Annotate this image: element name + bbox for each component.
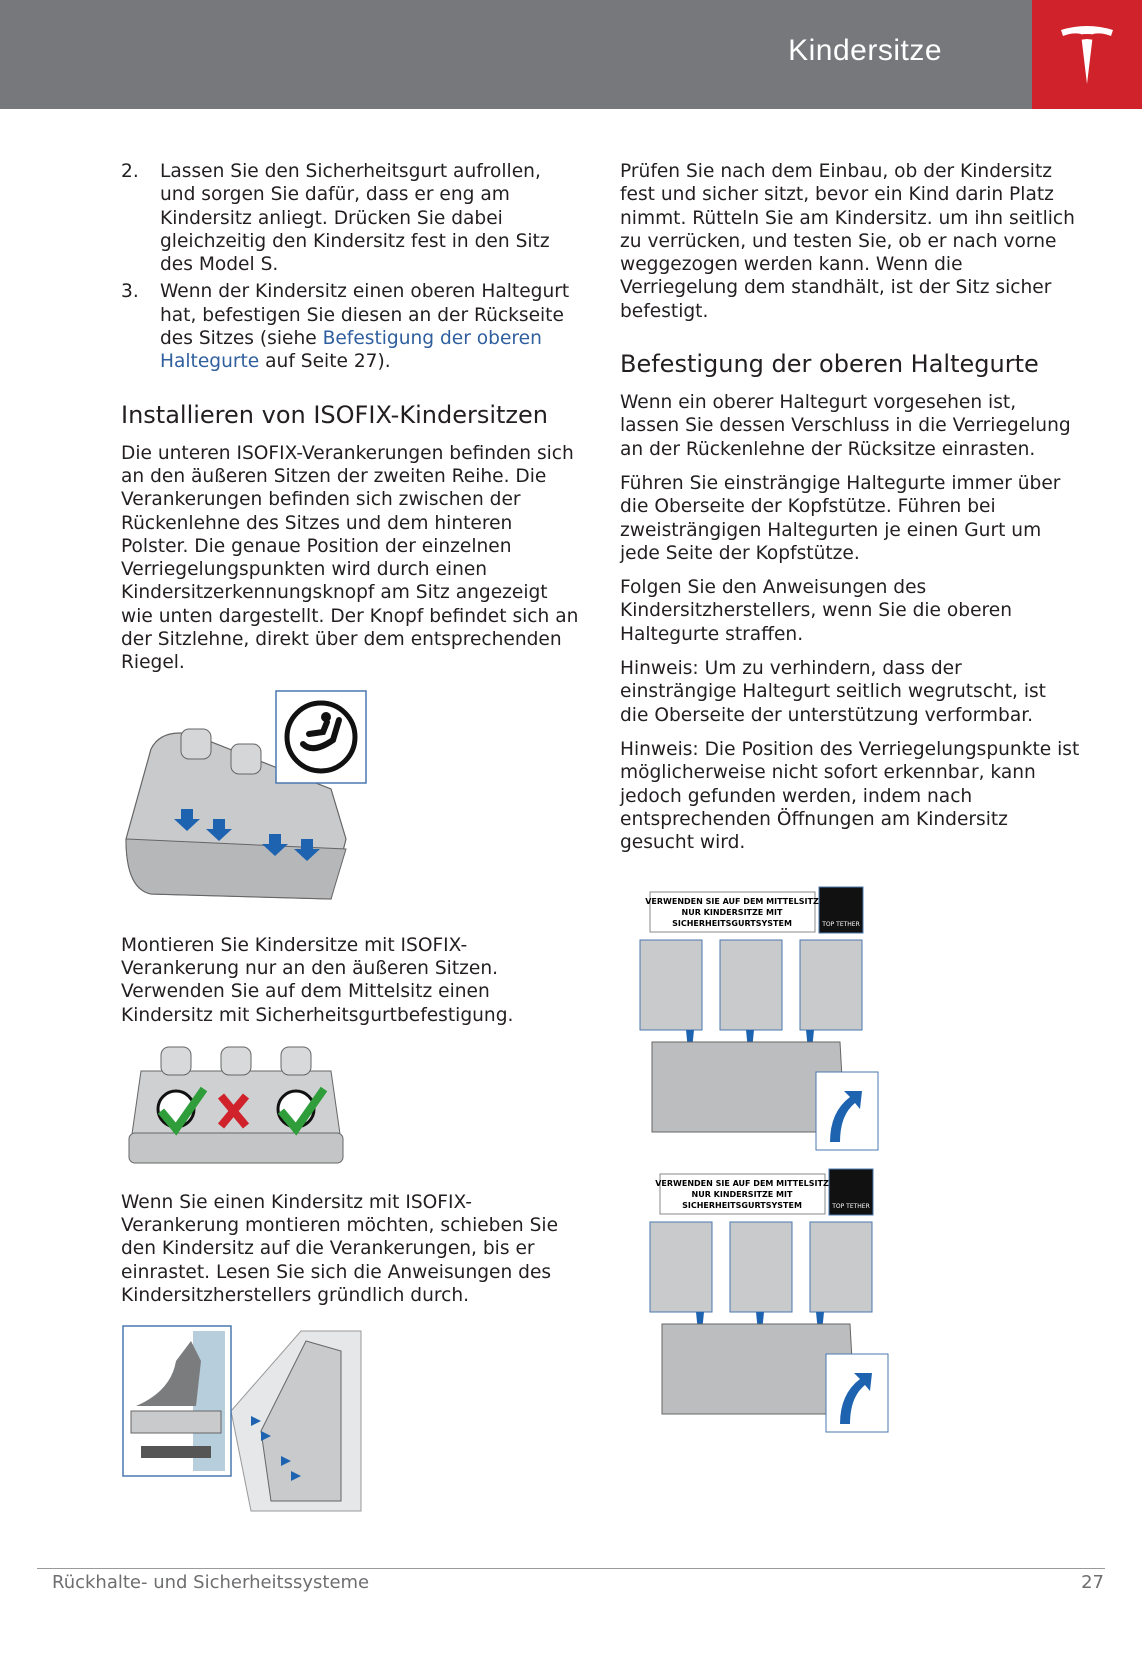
figure-label: NUR KINDERSITZE MIT — [681, 908, 783, 918]
note: Hinweis: Die Position des Verriegelungspunkte ist möglicherweise nicht sofort erkennbar, kann jedoch gefunden werden, indem nach entsprechenden Öffnungen am Kindersitz gesucht wird. — [620, 738, 1080, 854]
figure-label: VERWENDEN SIE AUF DEM MITTELSITZ — [655, 1179, 829, 1189]
list-item — [121, 280, 581, 373]
isofix-mounting-illustration — [121, 1321, 371, 1516]
footer-divider — [37, 1568, 1105, 1569]
steps-list — [121, 160, 581, 374]
section-heading: Installieren von ISOFIX-Kindersitzen — [121, 400, 548, 429]
paragraph: Montieren Sie Kindersitze mit ISOFIX-Verankerung nur an den äußeren Sitzen. Verwenden Sie auf dem Mittelsitz einen Kindersitz mit Sicherheitsgurtbefestigung. — [121, 934, 514, 1026]
paragraph: Folgen Sie den Anweisungen des Kindersitzherstellers, wenn Sie die oberen Haltegurte straffen. — [620, 577, 1012, 645]
footer-section-title: Rückhalte- und Sicherheitssysteme — [52, 1572, 370, 1593]
figure-label: SICHERHEITSGURTSYSTEM — [672, 919, 792, 929]
note: Hinweis: Um zu verhindern, dass der einsträngige Haltegurt seitlich wegrutscht, ist die Oberseite der unterstützung verformbar. — [620, 658, 1046, 726]
section-heading: Befestigung der oberen Haltegurte — [620, 350, 1039, 379]
paragraph: Wenn ein oberer Haltegurt vorgesehen ist, lassen Sie dessen Verschluss in die Verriegelung an der Rückenlehne der Rücksitze einrasten. — [620, 392, 1071, 460]
figure-label: SICHERHEITSGURTSYSTEM — [682, 1201, 802, 1211]
outer-seats-only-illustration — [121, 1041, 351, 1171]
step-text: auf Seite 27). — [259, 351, 391, 373]
chapter-title: Kindersitze — [788, 34, 942, 67]
paragraph: Führen Sie einsträngige Haltegurte immer über die Oberseite der Kopfstütze. Führen bei zweisträngigen Haltegurten je einen Gurt um jede Seite der Kopfstütze. — [620, 472, 1061, 564]
page-header — [0, 0, 1142, 109]
paragraph: Prüfen Sie nach dem Einbau, ob der Kindersitz fest und sicher sitzt, bevor ein Kind darin Platz nimmt. Rütteln Sie am Kindersitz. um ihn seitlich zu verrücken, und testen Sie, ob er nach vorne weggezogen werden kann. Wenn die Verriegelung dem standhält, ist der Sitz sicher befestigt. — [620, 161, 1075, 322]
isofix-anchor-illustration — [121, 689, 371, 914]
top-tether-illustration-2 — [640, 1164, 890, 1434]
cross-reference-link[interactable]: Befestigung der oberen Haltegurte — [160, 328, 542, 373]
step-number: 3. — [121, 281, 139, 303]
right-column — [620, 160, 1080, 1434]
step-text: Wenn der Kindersitz einen oberen Haltegurt hat, befestigen Sie diesen an der Rückseite des Sitzes (siehe — [160, 281, 570, 350]
left-column — [121, 160, 581, 1536]
figure-label: VERWENDEN SIE AUF DEM MITTELSITZ — [645, 897, 819, 907]
list-item — [121, 160, 581, 276]
tesla-logo — [1032, 0, 1142, 109]
paragraph: Wenn Sie einen Kindersitz mit ISOFIX-Verankerung montieren möchten, schieben Sie den Kindersitz auf die Verankerungen, bis er einrastet. Lesen Sie sich die Anweisungen des Kindersitzherstellers gründlich durch. — [121, 1191, 559, 1307]
step-text: Lassen Sie den Sicherheitsgurt aufrollen, und sorgen Sie dafür, dass er eng am Kindersitz anliegt. Drücken Sie dabei gleichzeitig den Kindersitz fest in den Sitz des Model S. — [160, 161, 550, 276]
top-tether-label: TOP TETHER — [822, 921, 860, 929]
tesla-t-icon — [1059, 24, 1115, 86]
child-seat-icon — [287, 703, 355, 771]
top-tether-illustration-1 — [630, 882, 880, 1152]
paragraph: Die unteren ISOFIX-Verankerungen befinden sich an den äußeren Sitzen der zweiten Reihe. Die Verankerungen befinden sich zwischen der Rückenlehne des Sitzes und dem hinteren Polster. Die genaue Position der einzelnen Verriegelungspunkten wird durch einen Kindersitzerkennungsknopf am Sitz angezeigt wie unten dargestellt. Der Knopf befindet sich an der Sitzlehne, direkt über dem entsprechenden Riegel. — [121, 442, 579, 674]
step-number: 2. — [121, 161, 139, 182]
page-number: 27 — [1081, 1572, 1104, 1593]
figure-label: NUR KINDERSITZE MIT — [691, 1190, 793, 1200]
top-tether-label: TOP TETHER — [832, 1203, 870, 1211]
